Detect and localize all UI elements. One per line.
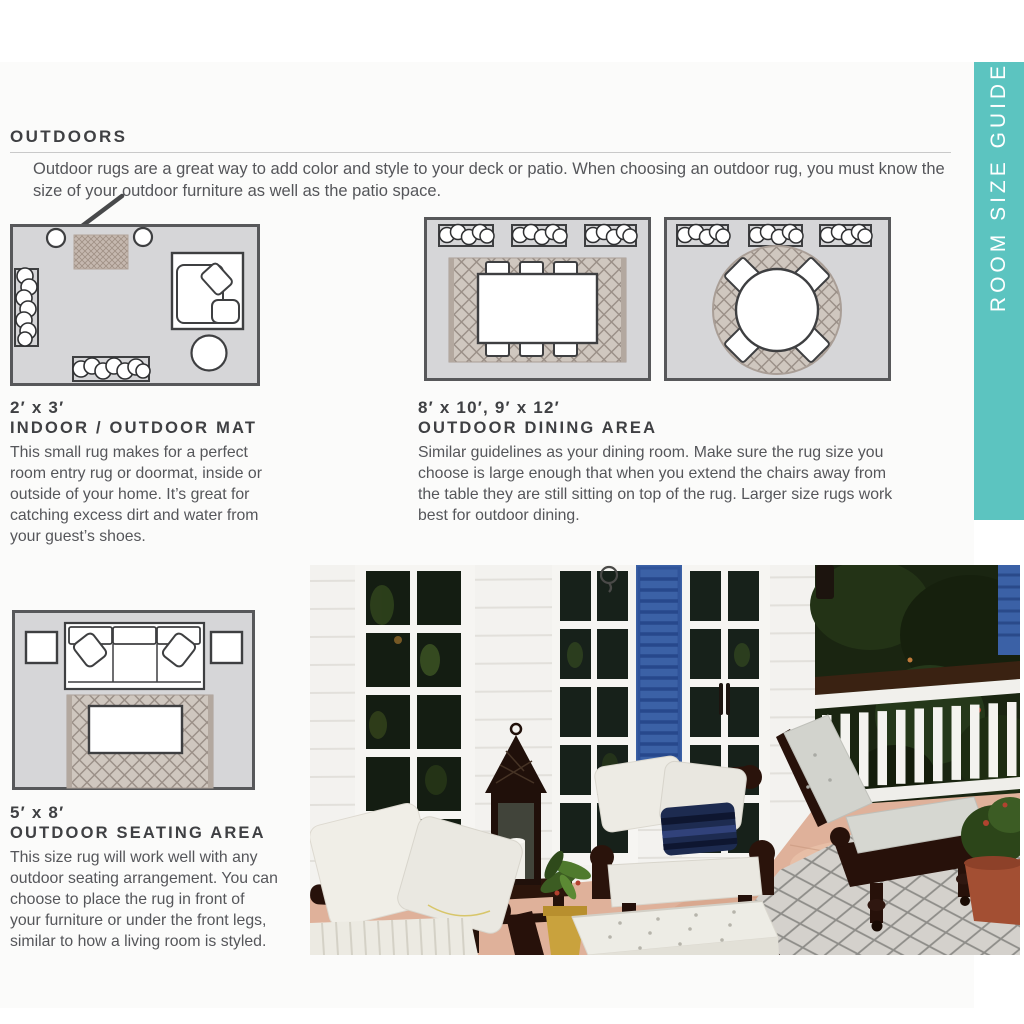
wall-lantern — [816, 565, 834, 599]
navy-striped-pillow — [660, 802, 738, 856]
shutter-fragment — [998, 565, 1020, 655]
page-title: OUTDOORS — [10, 127, 128, 146]
door-handle — [726, 683, 730, 715]
coffee-table — [89, 706, 182, 753]
section-outdoor-dining — [418, 398, 896, 526]
patio-photo — [310, 565, 1020, 955]
side-table — [211, 632, 242, 663]
diagram-indoor-outdoor-mat — [10, 224, 260, 386]
stool-circle — [47, 229, 65, 247]
sofa-top-view — [65, 623, 204, 689]
stool-circle — [134, 228, 152, 246]
door-handle — [719, 683, 723, 715]
side-table-circle — [192, 336, 227, 371]
section-indoor-outdoor-mat — [10, 398, 262, 547]
section-title: OUTDOOR SEATING AREA — [10, 824, 266, 842]
dining-table — [478, 274, 597, 343]
header-divider — [10, 152, 951, 153]
section-size: 5′ x 8′ — [10, 803, 65, 822]
section-title: OUTDOOR DINING AREA — [418, 419, 658, 437]
diagram-seating-area — [12, 610, 255, 790]
banner-label: ROOM SIZE GUIDE — [987, 61, 1010, 313]
section-body: Similar guidelines as your dining room. Make sure the rug size you choose is large enough that when you extend the chairs away from the table they are still sitting on top of the rug. Larger size rugs work best for outdoor dining. — [418, 444, 893, 524]
round-dining-table — [736, 269, 818, 351]
section-size: 8′ x 10′, 9′ x 12′ — [418, 398, 560, 417]
intro-text: Outdoor rugs are a great way to add color and style to your deck or patio. When choosing an outdoor rug, you must know the size of your outdoor furniture as well as the patio space. — [33, 160, 945, 200]
section-size: 2′ x 3′ — [10, 398, 65, 417]
doormat-rug — [74, 235, 128, 269]
sofa-top-view — [172, 253, 243, 329]
section-outdoor-seating — [10, 803, 278, 952]
section-body: This small rug makes for a perfect room entry rug or doormat, inside or outside of your home. It’s great for catching excess dirt and water from your guest’s shoes. — [10, 444, 262, 545]
diagram-dining-round — [664, 217, 891, 381]
diagram-dining-rect — [424, 217, 651, 381]
room-size-guide-banner — [974, 62, 1024, 520]
section-title: INDOOR / OUTDOOR MAT — [10, 419, 258, 437]
side-table — [26, 632, 57, 663]
section-body: This size rug will work well with any outdoor seating arrangement. You can choose to place the rug in front of your furniture or under the front legs, similar to how a living room is styled. — [10, 849, 278, 950]
